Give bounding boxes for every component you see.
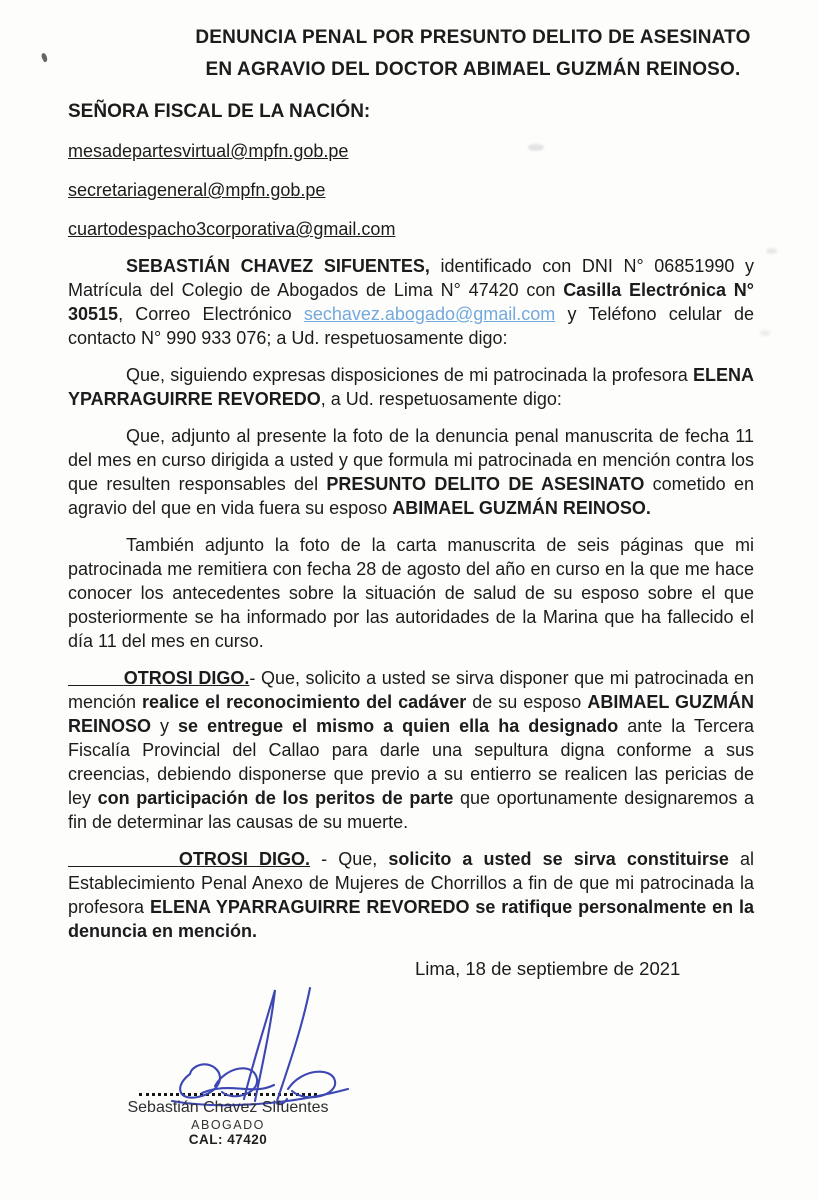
signatory-title: ABOGADO — [191, 1118, 265, 1132]
recipient-email-list — [68, 139, 818, 241]
email-address: cuartodespacho3corporativa@gmail.com — [68, 219, 396, 239]
signatory-name: Sebastián Chavez Sifuentes — [127, 1099, 329, 1116]
date-line: Lima, 18 de septiembre de 2021 — [415, 958, 681, 979]
scan-artifact — [760, 330, 770, 336]
title-line-2: EN AGRAVIO DEL DOCTOR ABIMAEL GUZMÁN REINOSO. — [205, 59, 741, 80]
document-title — [170, 22, 776, 86]
paragraph-identification: SEBASTIÁN CHAVEZ SIFUENTES, identificado con DNI N° 06851990 y Matrícula del Colegio de Abogados de Lima N° 47420 con Casilla Electrónica N° 30515, Correo Electrónico sechavez.abogado@gmail.com y Teléfono celular de contacto N° 990 933 076; a Ud. respetuosamente digo: — [68, 256, 754, 348]
signatory-registration: CAL: 47420 — [188, 1132, 268, 1147]
signature-block — [118, 986, 338, 1147]
email-address: mesadepartesvirtual@mpfn.gob.pe — [68, 141, 349, 161]
paragraph-otrosi-2: OTROSI DIGO. - Que, solicito a usted se sirva constituirse al Establecimiento Penal Anexo de Mujeres de Chorrillos a fin de que mi patrocinada la profesora ELENA YPARRAGUIRRE REVOREDO se ratifique personalmente en la denuncia en mención. — [68, 849, 755, 941]
paragraph-letter: También adjunto la foto de la carta manuscrita de seis páginas que mi patrocinada me remitiera con fecha 28 de agosto del año en curso en la que me hace conocer los antecedentes sobre la situación de salud de su esposo sobre el que posteriormente se ha informado por las autoridades de la Marina que ha fallecido el día 11 del mes en curso. — [68, 535, 754, 651]
paragraph-instructions: Que, siguiendo expresas disposiciones de mi patrocinada la profesora ELENA YPARRAGUIRRE REVOREDO, a Ud. respetuosamente digo: — [68, 365, 754, 409]
email-address: secretariageneral@mpfn.gob.pe — [68, 180, 326, 200]
paragraph-otrosi-1: OTROSI DIGO.- Que, solicito a usted se sirva disponer que mi patrocinada en mención realice el reconocimiento del cadáver de su esposo ABIMAEL GUZMÁN REINOSO y se entregue el mismo a quien ella ha designado ante la Tercera Fiscalía Provincial del Callao para darle una sepultura digna conforme a sus creencias, debiendo disponerse que previo a su entierro se realicen las pericias de ley con participación de los peritos de parte que oportunamente designaremos a fin de determinar las causas de su muerte. — [68, 668, 754, 832]
title-line-1: DENUNCIA PENAL POR PRESUNTO DELITO DE ASESINATO — [195, 27, 751, 48]
scan-artifact — [766, 248, 777, 254]
document-body — [68, 254, 754, 981]
salutation: SEÑORA FISCAL DE LA NACIÓN: — [68, 101, 371, 122]
scan-artifact — [40, 52, 49, 62]
paragraph-complaint: Que, adjunto al presente la foto de la denuncia penal manuscrita de fecha 11 del mes en curso dirigida a usted y que formula mi patrocinada en mención contra los que resulten responsables del PRESUNTO DELITO DE ASESINATO cometido en agravio del que en vida fuera su esposo ABIMAEL GUZMÁN REINOSO. — [68, 426, 754, 518]
